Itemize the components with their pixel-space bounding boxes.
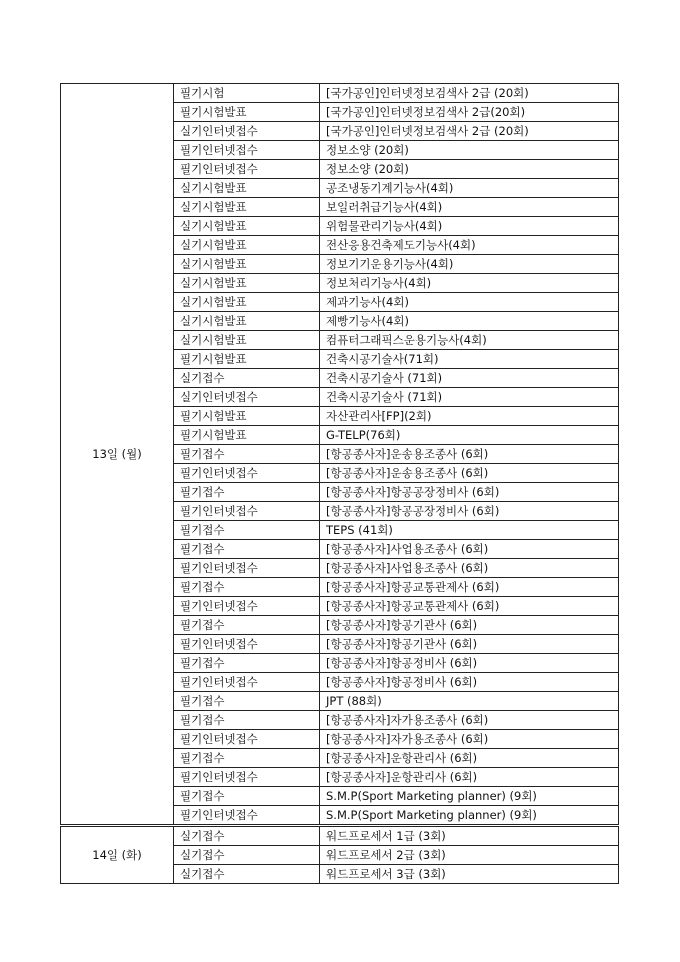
event-type-cell: 필기인터넷접수: [174, 730, 320, 749]
exam-name-cell: 제과기능사(4회): [320, 293, 619, 312]
event-type-cell: 필기접수: [174, 540, 320, 559]
event-type-cell: 필기인터넷접수: [174, 673, 320, 692]
exam-name-cell: 공조냉동기계기능사(4회): [320, 179, 619, 198]
exam-name-cell: 전산응용건축제도기능사(4회): [320, 236, 619, 255]
event-type-cell: 필기접수: [174, 787, 320, 806]
exam-name-cell: [항공종사자]운송용조종사 (6회): [320, 464, 619, 483]
exam-name-cell: [항공종사자]항공공장정비사 (6회): [320, 502, 619, 521]
exam-name-cell: 위험물관리기능사(4회): [320, 217, 619, 236]
event-type-cell: 필기접수: [174, 654, 320, 673]
event-type-cell: 실기시험발표: [174, 255, 320, 274]
schedule-row: [61, 826, 619, 846]
exam-name-cell: JPT (88회): [320, 692, 619, 711]
event-type-cell: 필기접수: [174, 749, 320, 768]
exam-name-cell: [항공종사자]항공교통관제사 (6회): [320, 578, 619, 597]
event-type-cell: 실기시험발표: [174, 198, 320, 217]
event-type-cell: 필기인터넷접수: [174, 464, 320, 483]
event-type-cell: 필기접수: [174, 711, 320, 730]
event-type-cell: 필기인터넷접수: [174, 502, 320, 521]
event-type-cell: 실기인터넷접수: [174, 388, 320, 407]
exam-name-cell: 정보처리기능사(4회): [320, 274, 619, 293]
exam-name-cell: [항공종사자]운송용조종사 (6회): [320, 445, 619, 464]
event-type-cell: 실기시험발표: [174, 331, 320, 350]
exam-name-cell: 제빵기능사(4회): [320, 312, 619, 331]
exam-name-cell: [항공종사자]항공공장정비사 (6회): [320, 483, 619, 502]
event-type-cell: 필기접수: [174, 483, 320, 502]
event-type-cell: 필기인터넷접수: [174, 768, 320, 787]
exam-name-cell: [항공종사자]자가용조종사 (6회): [320, 711, 619, 730]
event-type-cell: 실기시험발표: [174, 274, 320, 293]
event-type-cell: 실기시험발표: [174, 179, 320, 198]
schedule-row: [61, 84, 619, 103]
event-type-cell: 필기인터넷접수: [174, 160, 320, 179]
event-type-cell: 필기접수: [174, 578, 320, 597]
event-type-cell: 실기시험발표: [174, 293, 320, 312]
event-type-cell: 필기시험발표: [174, 407, 320, 426]
exam-name-cell: [항공종사자]사업용조종사 (6회): [320, 540, 619, 559]
exam-name-cell: 정보소양 (20회): [320, 141, 619, 160]
event-type-cell: 실기인터넷접수: [174, 122, 320, 141]
event-type-cell: 실기접수: [174, 846, 320, 865]
event-type-cell: 실기시험발표: [174, 236, 320, 255]
exam-name-cell: G-TELP(76회): [320, 426, 619, 445]
event-type-cell: 필기인터넷접수: [174, 597, 320, 616]
exam-name-cell: [국가공인]인터넷정보검색사 2급(20회): [320, 103, 619, 122]
exam-name-cell: 워드프로세서 2급 (3회): [320, 846, 619, 865]
event-type-cell: 필기시험발표: [174, 103, 320, 122]
exam-name-cell: 건축시공기술사 (71회): [320, 388, 619, 407]
day-cell: 13일 (월): [61, 84, 174, 826]
event-type-cell: 필기인터넷접수: [174, 559, 320, 578]
event-type-cell: 필기접수: [174, 692, 320, 711]
exam-name-cell: 자산관리사[FP](2회): [320, 407, 619, 426]
exam-name-cell: TEPS (41회): [320, 521, 619, 540]
event-type-cell: 실기접수: [174, 369, 320, 388]
exam-name-cell: [항공종사자]항공정비사 (6회): [320, 654, 619, 673]
exam-name-cell: 컴퓨터그래픽스운용기능사(4회): [320, 331, 619, 350]
exam-name-cell: [국가공인]인터넷정보검색사 2급 (20회): [320, 84, 619, 103]
exam-name-cell: [항공종사자]자가용조종사 (6회): [320, 730, 619, 749]
event-type-cell: 실기시험발표: [174, 217, 320, 236]
event-type-cell: 필기시험발표: [174, 426, 320, 445]
event-type-cell: 필기인터넷접수: [174, 141, 320, 160]
exam-name-cell: [항공종사자]운항관리사 (6회): [320, 749, 619, 768]
exam-name-cell: 정보기기운용기능사(4회): [320, 255, 619, 274]
event-type-cell: 필기시험발표: [174, 350, 320, 369]
exam-name-cell: 워드프로세서 3급 (3회): [320, 865, 619, 884]
exam-name-cell: [항공종사자]항공기관사 (6회): [320, 616, 619, 635]
event-type-cell: 실기접수: [174, 865, 320, 884]
event-type-cell: 필기접수: [174, 616, 320, 635]
event-type-cell: 실기시험발표: [174, 312, 320, 331]
exam-name-cell: S.M.P(Sport Marketing planner) (9회): [320, 806, 619, 826]
exam-name-cell: [항공종사자]사업용조종사 (6회): [320, 559, 619, 578]
exam-name-cell: 보일러취급기능사(4회): [320, 198, 619, 217]
event-type-cell: 필기접수: [174, 521, 320, 540]
exam-name-cell: [항공종사자]운항관리사 (6회): [320, 768, 619, 787]
exam-name-cell: 워드프로세서 1급 (3회): [320, 826, 619, 846]
event-type-cell: 실기접수: [174, 826, 320, 846]
event-type-cell: 필기인터넷접수: [174, 635, 320, 654]
day-cell: 14일 (화): [61, 826, 174, 884]
exam-name-cell: 정보소양 (20회): [320, 160, 619, 179]
event-type-cell: 필기시험: [174, 84, 320, 103]
exam-schedule-table: [60, 83, 619, 884]
exam-name-cell: S.M.P(Sport Marketing planner) (9회): [320, 787, 619, 806]
exam-name-cell: [항공종사자]항공기관사 (6회): [320, 635, 619, 654]
exam-name-cell: 건축시공기술사 (71회): [320, 369, 619, 388]
exam-name-cell: [항공종사자]항공정비사 (6회): [320, 673, 619, 692]
exam-name-cell: 건축시공기술사(71회): [320, 350, 619, 369]
exam-name-cell: [국가공인]인터넷정보검색사 2급 (20회): [320, 122, 619, 141]
exam-schedule-body: [61, 84, 619, 884]
exam-name-cell: [항공종사자]항공교통관제사 (6회): [320, 597, 619, 616]
event-type-cell: 필기인터넷접수: [174, 806, 320, 826]
event-type-cell: 필기접수: [174, 445, 320, 464]
